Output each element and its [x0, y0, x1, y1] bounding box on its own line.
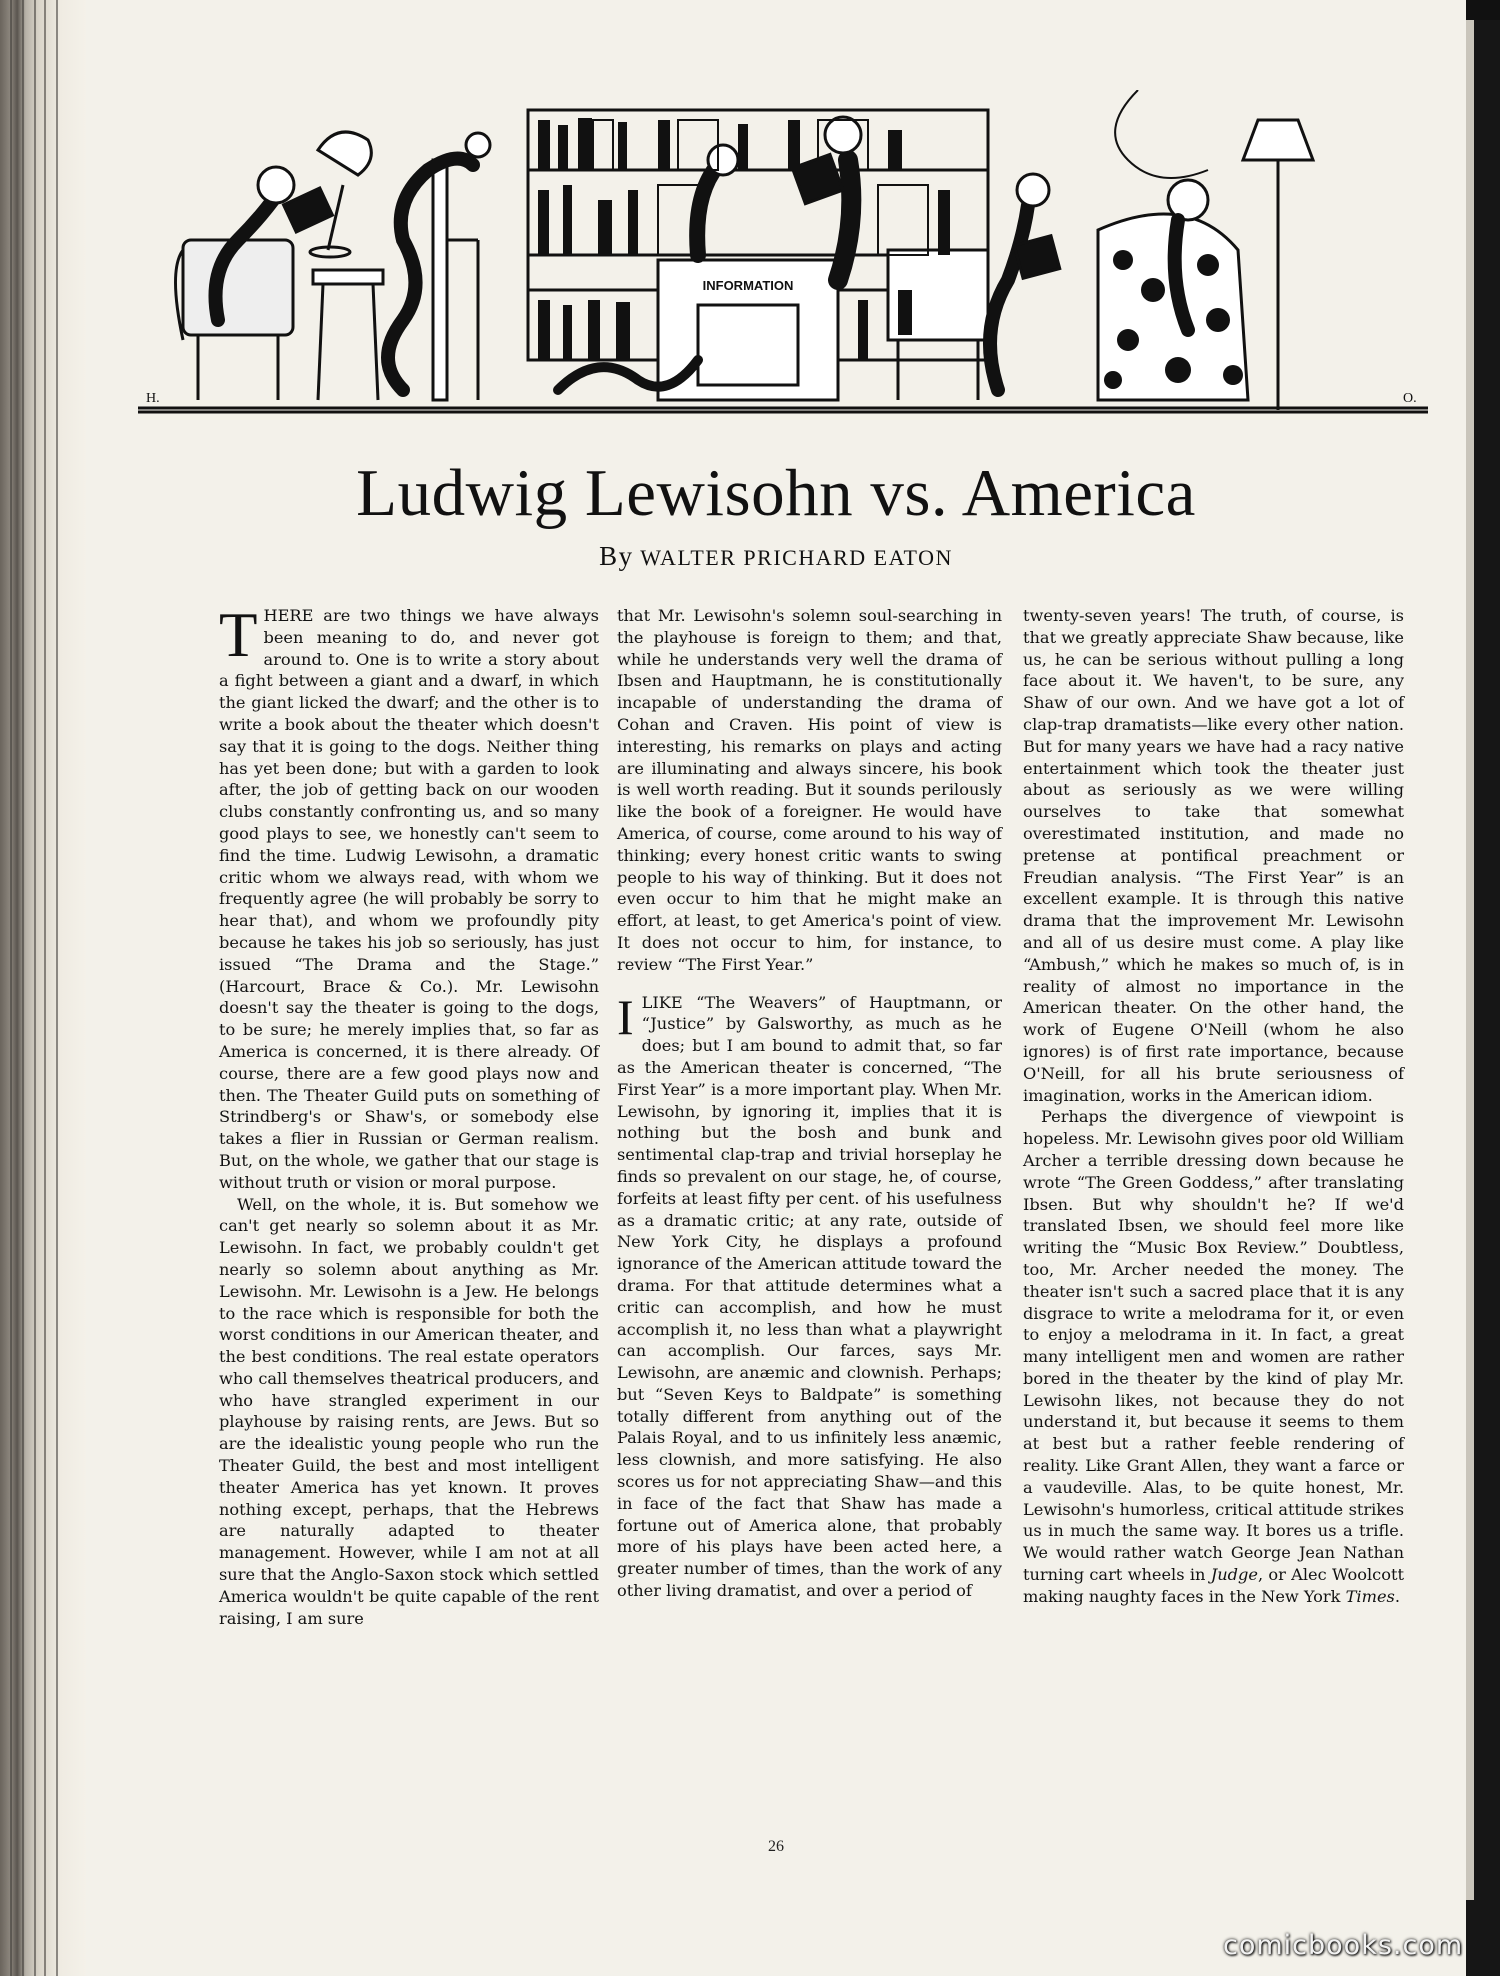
column-3	[1023, 605, 1404, 1608]
byline-author: WALTER PRICHARD EATON	[640, 545, 953, 570]
article-title: Ludwig Lewisohn vs. America	[356, 456, 1196, 530]
paragraph: Well, on the whole, it is. But somehow we can't get nearly so solemn about it as Mr. Lewisohn. In fact, we probably couldn't get nearly so solemn about anything as Mr. Lewisohn. Mr. Lewisohn is a Jew. He belongs to the race which is responsible for both the worst conditions in our American theater, and the best conditions. The real estate operators who call themselves theatrical producers, and who have strangled experiment in our playhouse by raising rents, are Jews. But so are the idealistic young people who run the Theater Guild, the best and most intelligent theater America has yet known. It proves nothing except, perhaps, that the Hebrews are naturally adapted to theater management. However, while I am not at all sure that the Anglo-Saxon stock which settled America wouldn't be quite capable of the rent raising, I am sure	[219, 1194, 599, 1628]
page-edge	[1466, 20, 1500, 1976]
column-2	[617, 605, 1002, 1602]
column-1	[219, 600, 599, 1629]
paragraph: ILIKE “The Weavers” of Hauptmann, or “Justice” by Galsworthy, as much as he does; but I am bound to admit that, so far as the American theater is concerned, “The First Year” is a more important play. When Mr. Lewisohn, by ignoring it, implies that it is nothing but the bosh and bunk and sentimental clap-trap and trivial horseplay he finds so prevalent on our stage, he, of course, forfeits at least fifty per cent. of his usefulness as a dramatic critic; at any rate, outside of New York City, he displays a profound ignorance of the American attitude toward the drama. For that attitude determines what a critic can accomplish, and how he must accomplish it, no less than what a playwright can accomplish. Our farces, says Mr. Lewisohn, are anæmic and clownish. Perhaps; but “Seven Keys to Baldpate” is something totally different from anything out of the Palais Royal, and to us infinitely less anæmic, less clownish, and more satisfying. He also scores us for not appreciating Shaw—and this in face of the fact that Shaw has made a fortune out of America alone, that probably more of his plays have been acted here, a greater number of times, than the work of any other living dramatist, and over a period of	[617, 988, 1002, 1601]
drop-cap: T	[219, 600, 258, 670]
artist-initial-right: O.	[1403, 391, 1417, 406]
page-number: 26	[768, 1838, 784, 1855]
paragraph: Perhaps the divergence of viewpoint is hopeless. Mr. Lewisohn gives poor old William Archer a terrible dressing down because he wrote “The Green Goddess,” after translating Ibsen. But why shouldn't he? If we'd translated Ibsen, we should feel more like writing the “Music Box Review.” Doubtless, too, Mr. Archer needed the money. The theater isn't such a sacred place that it is any disgrace to write a melodrama for it, or even to enjoy a melodrama in it. In fact, a great many intelligent men and women are rather bored in the theater by the kind of play Mr. Lewisohn likes, not because they do not understand it, but because it seems to them at best but a rather feeble rendering of reality. Like Grant Allen, they want a farce or a vaudeville. Alas, to be quite honest, Mr. Lewisohn's humorless, critical attitude strikes us in much the same way. It bores us a trifle. We would rather watch George Jean Nathan turning cart wheels in Judge, or Alec Woolcott making naughty faces in the New York Times.	[1023, 1107, 1404, 1606]
site-watermark: comicbooks.com	[1223, 1930, 1464, 1961]
information-sign: INFORMATION	[702, 278, 794, 293]
byline-by: By	[599, 541, 634, 571]
paragraph: THERE are two things we have always been meaning to do, and never got around to. One is to write a story about a fight between a giant and a dwarf, in which the giant licked the dwarf; and the other is to write a book about the theater which doesn't say that it is going to the dogs. Neither thing has yet been done; but with a garden to look after, the job of getting back on our wooden clubs constantly confronting us, and so many good plays to see, we honestly can't seem to find the time. Ludwig Lewisohn, a dramatic critic whom we always read, with whom we frequently agree (he will probably be sorry to hear that), and whom we profoundly pity because he takes his job so seriously, has just issued “The Drama and the Stage.” (Harcourt, Brace & Co.). Mr. Lewisohn doesn't say the theater is going to the dogs, to be sure; he merely implies that, so far as America is concerned, it is there already. Of course, there are a few good plays now and then. The Theater Guild puts on something of Strindberg's or Shaw's, or somebody else takes a flier in Russian or German realism. But, on the whole, we gather that our stage is without truth or vision or moral purpose.	[219, 600, 599, 1192]
byline	[86, 541, 1466, 572]
paragraph: twenty-seven years! The truth, of course, is that we greatly appreciate Shaw because, like us, he can be serious without pulling a long face about it. We haven't, to be sure, any Shaw of our own. And we have got a lot of clap-trap dramatists—like every other nation. But for many years we have had a racy native entertainment which took the theater just about as seriously as we were willing ourselves to take that somewhat overestimated institution, and made no pretense at pontifical preachment or Freudian analysis. “The First Year” is an excellent example. It is through this native drama that the improvement Mr. Lewisohn and all of us desire must come. A play like “Ambush,” which he makes so much of, is in reality of almost no importance in the American theater. On the other hand, the work of Eugene O'Neill (whom he also ignores) is of first rate importance, because O'Neill, for all his brute seriousness of imagination, works in the American idiom.	[1023, 606, 1404, 1105]
book-spine	[0, 0, 86, 1976]
artist-initial-left: H.	[146, 391, 160, 406]
drop-cap: I	[617, 988, 634, 1045]
paragraph: that Mr. Lewisohn's solemn soul-searching in the playhouse is foreign to them; and that, while he understands very well the drama of Ibsen and Hauptmann, he is constitutionally incapable of understanding the drama of Cohan and Craven. His point of view is interesting, his remarks on plays and acting are illuminating and always sincere, his book is well worth reading. But it sounds perilously like the book of a foreigner. He would have America, of course, come around to his way of thinking; every honest critic wants to swing people to his way of thinking. But it does not even occur to him that he might make an effort, at least, to get America's point of view. It does not occur to him, for instance, to review “The First Year.”	[617, 606, 1002, 974]
bookworm-library-illustration	[138, 90, 1428, 420]
